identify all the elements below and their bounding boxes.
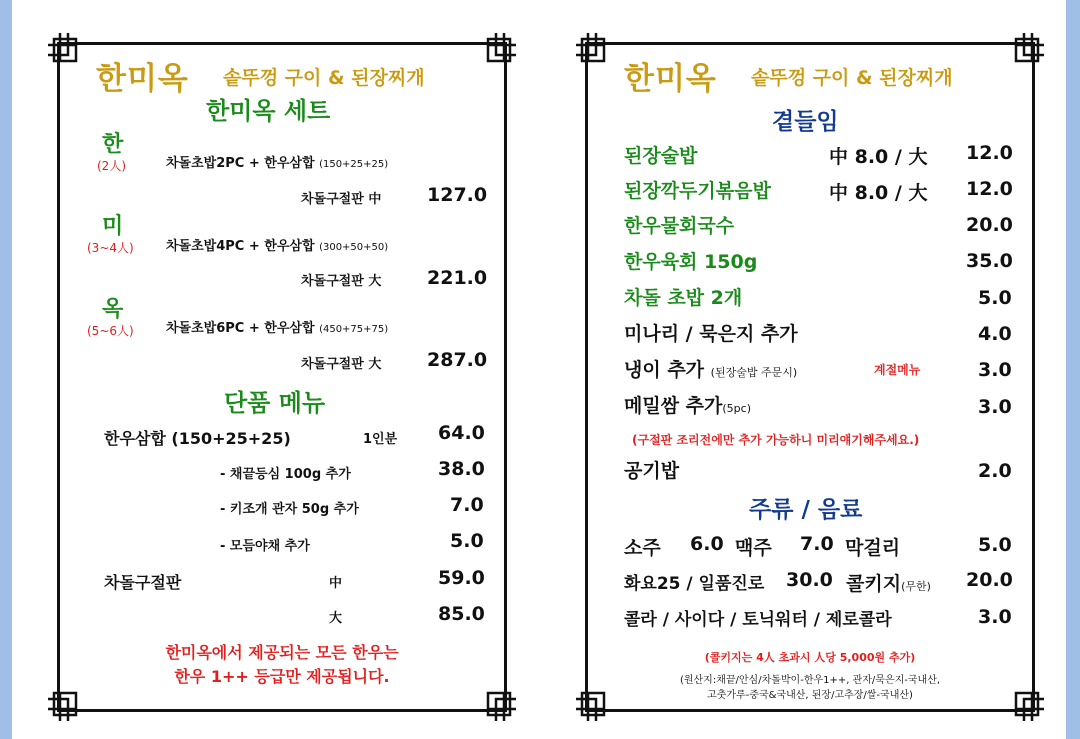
set-description: 차돌초밥4PC + 한우삼합 (300+50+50): [166, 239, 389, 254]
naengi-price: 3.0: [978, 359, 1012, 381]
premium-soju-price: 30.0: [786, 569, 833, 591]
addon-name: - 채끝등심 100g 추가: [220, 467, 351, 482]
soft-drinks-name: 콜라 / 사이다 / 토닉워터 / 제로콜라: [624, 610, 892, 630]
memil-price: 3.0: [978, 396, 1012, 418]
beer-price: 7.0: [800, 533, 834, 555]
set-description: 차돌초밥2PC + 한우삼합 (150+25+25): [166, 156, 389, 171]
samhap-unit: 1인분: [363, 432, 398, 447]
set-price: 287.0: [427, 349, 488, 371]
naengi-name: 냉이 추가 (된장술밥 주문시): [624, 359, 798, 381]
makgeolli-name: 막걸리: [845, 537, 901, 559]
brand-name: 한미옥: [624, 61, 717, 97]
side-item-name: 한우육회 150g: [624, 251, 758, 273]
addon-price: 7.0: [450, 494, 484, 516]
minari-name: 미나리 / 묵은지 추가: [624, 323, 798, 345]
set-price: 221.0: [427, 267, 488, 289]
addon-name: - 키조개 관자 50g 추가: [220, 502, 359, 517]
set-description: 차돌초밥6PC + 한우삼합 (450+75+75): [166, 321, 389, 336]
gujeolpan-name: 차돌구절판: [104, 573, 182, 592]
gujeolpan-mid-label: 中: [329, 576, 343, 591]
corner-ornament: [46, 31, 90, 75]
rice-price: 2.0: [978, 460, 1012, 482]
set-plate: 차돌구절판 中: [301, 192, 382, 207]
addon-name: - 모듬야채 추가: [220, 539, 310, 554]
drink-menu-heading: 주류 / 음료: [749, 497, 863, 523]
set-people: (3~4人): [87, 241, 134, 255]
hanwoo-grade-notice: 한미옥에서 제공되는 모든 한우는 한우 1++ 등급만 제공됩니다.: [165, 643, 399, 686]
side-item-name: 된장술밥: [624, 145, 698, 167]
addon-price: 5.0: [450, 530, 484, 552]
corkage-name: 콜키지(무한): [846, 573, 931, 595]
season-menu-label: 계절메뉴: [874, 363, 921, 377]
soft-drinks-price: 3.0: [978, 606, 1012, 628]
side-item-name: 된장깍두기볶음밥: [624, 180, 771, 202]
memil-name: 메밀쌈 추가(5pc): [624, 395, 752, 417]
side-item-name: 차돌 초밥 2개: [624, 287, 743, 309]
side-item-size: 中 8.0 / 大: [829, 182, 928, 204]
set-people: (5~6人): [87, 324, 134, 338]
side-menu-heading: 곁들임: [772, 109, 839, 135]
set-name: 옥: [102, 297, 124, 322]
pre-order-note: (구절판 조리전에만 추가 가능하니 미리얘기해주세요.): [632, 433, 920, 447]
menu-panel-left: [57, 42, 507, 712]
single-menu-heading: 단품 메뉴: [224, 389, 326, 417]
minari-price: 4.0: [978, 323, 1012, 345]
brand-subtitle: 솥뚜껑 구이 & 된장찌개: [223, 67, 425, 89]
corner-ornament: [1002, 31, 1046, 75]
side-item-price: 35.0: [966, 250, 1013, 272]
rice-name: 공기밥: [624, 460, 680, 482]
side-item-price: 12.0: [966, 142, 1013, 164]
set-price: 127.0: [427, 184, 488, 206]
premium-soju-name: 화요25 / 일품진로: [624, 574, 765, 594]
corner-ornament: [474, 31, 518, 75]
brand-subtitle: 솥뚜껑 구이 & 된장찌개: [751, 67, 953, 89]
makgeolli-price: 5.0: [978, 534, 1012, 556]
set-plate: 차돌구절판 大: [301, 357, 382, 372]
menu-panel-right: [585, 42, 1035, 712]
corkage-price: 20.0: [966, 569, 1013, 591]
side-item-price: 5.0: [978, 287, 1012, 309]
side-item-name: 한우물회국수: [624, 215, 735, 237]
gujeolpan-mid-price: 59.0: [438, 567, 485, 589]
side-item-price: 12.0: [966, 178, 1013, 200]
samhap-price: 64.0: [438, 422, 485, 444]
brand-name: 한미옥: [96, 61, 189, 97]
set-people: (2人): [97, 159, 126, 173]
samhap-name: 한우삼합 (150+25+25): [104, 429, 291, 448]
soju-name: 소주: [624, 537, 661, 559]
set-menu-heading: 한미옥 세트: [206, 97, 331, 125]
set-name: 한: [102, 132, 124, 157]
corkage-note: (콜키지는 4人 초과시 人당 5,000원 추가): [704, 651, 916, 664]
gujeolpan-large-price: 85.0: [438, 603, 485, 625]
gujeolpan-large-label: 大: [329, 611, 343, 626]
set-name: 미: [102, 214, 124, 239]
addon-price: 38.0: [438, 458, 485, 480]
beer-name: 맥주: [735, 537, 772, 559]
set-plate: 차돌구절판 大: [301, 274, 382, 289]
corner-ornament: [574, 31, 618, 75]
side-item-price: 20.0: [966, 214, 1013, 236]
soju-price: 6.0: [690, 533, 724, 555]
side-item-size: 中 8.0 / 大: [829, 146, 928, 168]
origin-info: (원산지:채끝/안심/차돌박이-한우1++, 관자/묵은지-국내산, 고춧가루-중국&국내산, 된장/고추장/쌀-국내산): [679, 675, 941, 701]
